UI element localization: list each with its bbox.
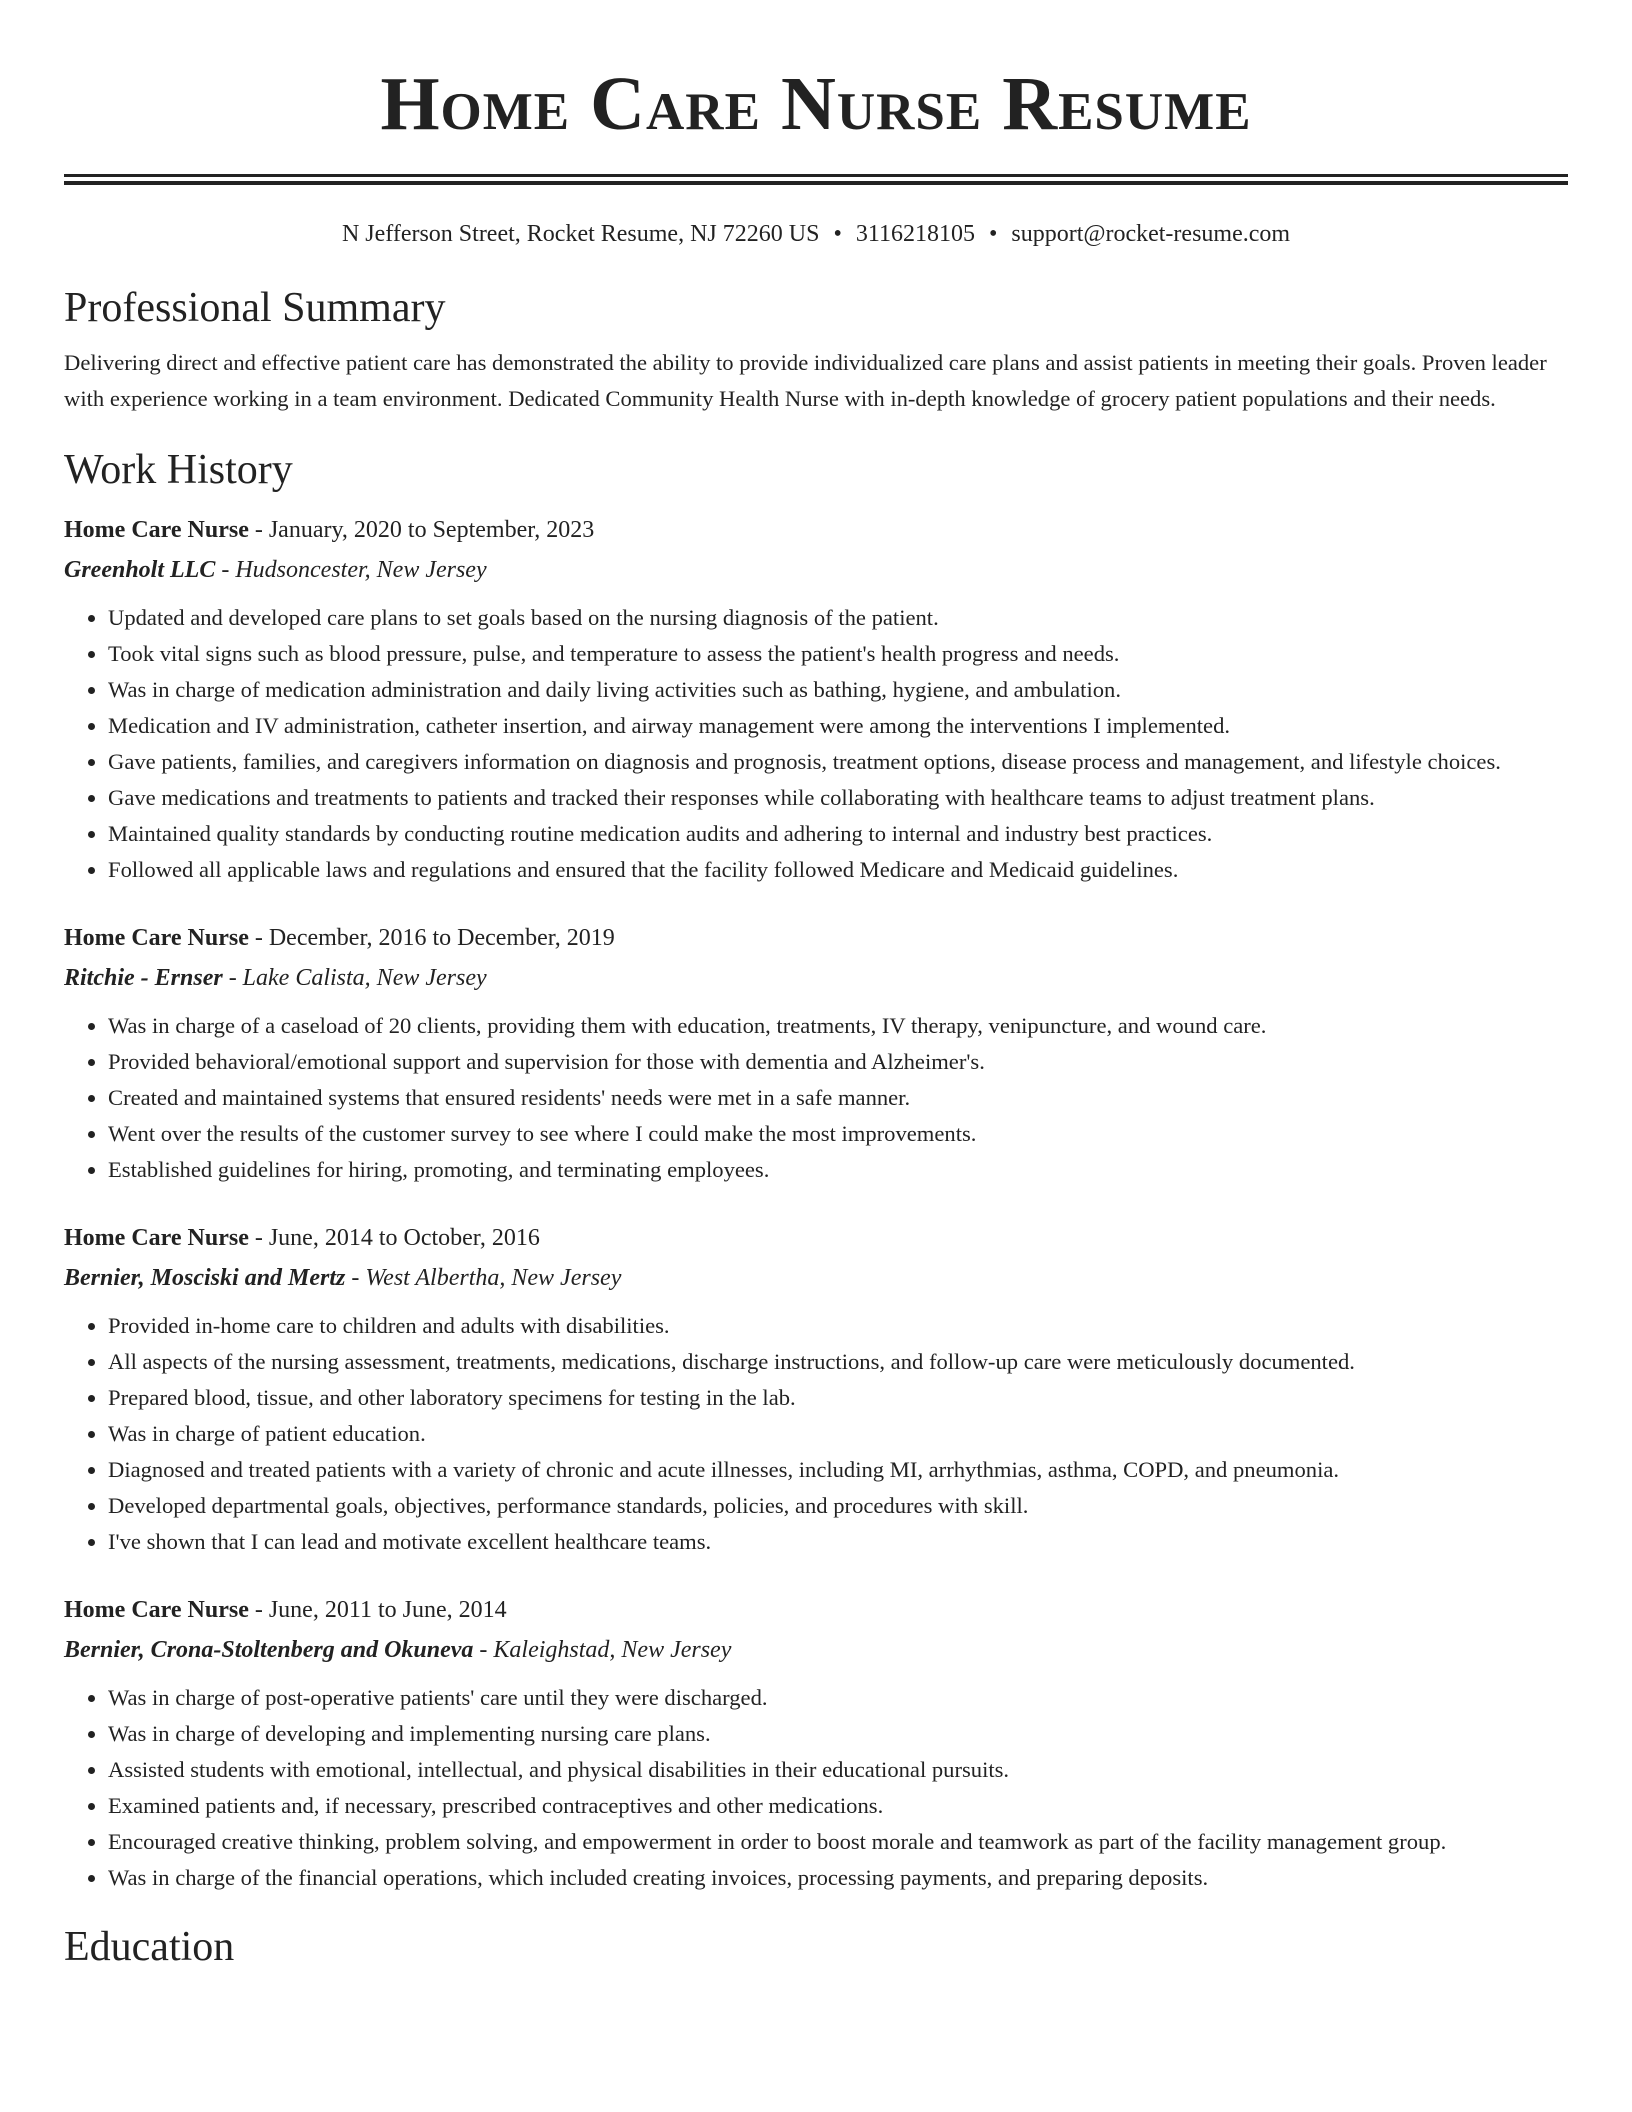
job-title-line — [64, 1218, 1568, 1258]
job-company: Ritchie - Ernser — [64, 964, 223, 991]
job-company: Greenholt LLC — [64, 556, 216, 583]
job-location: - West Albertha, New Jersey — [345, 1264, 622, 1291]
job-company: Bernier, Mosciski and Mertz — [64, 1264, 346, 1291]
summary-text: Delivering direct and effective patient care has demonstrated the ability to provide individualized care plans and assist patients in meeting their goals. Proven leader with experience working in a team environment. Dedicated Community Health Nurse with in-depth knowledge of grocery patient populations and their needs. — [64, 350, 1547, 412]
list-item: • Established guidelines for hiring, promoting, and terminating employees. — [108, 1152, 1568, 1188]
list-item: • Assisted students with emotional, intellectual, and physical disabilities in their educational pursuits. — [108, 1752, 1568, 1788]
job-entry — [64, 1590, 1568, 1896]
list-item: • Encouraged creative thinking, problem solving, and empowerment in order to boost morale and teamwork as part of the facility management group. — [108, 1824, 1568, 1860]
job-company-line — [64, 1630, 1568, 1670]
job-dates: - January, 2020 to September, 2023 — [248, 516, 595, 543]
job-company-line — [64, 550, 1568, 590]
list-item: • Diagnosed and treated patients with a variety of chronic and acute illnesses, including MI, arrhythmias, asthma, COPD, and pneumonia. — [108, 1452, 1568, 1488]
list-item: • All aspects of the nursing assessment, treatments, medications, discharge instructions, and follow-up care were meticulously documented. — [108, 1344, 1568, 1380]
job-role: Home Care Nurse — [64, 924, 249, 951]
list-item: • Updated and developed care plans to set goals based on the nursing diagnosis of the patient. — [108, 600, 1568, 636]
job-dates: - June, 2011 to June, 2014 — [248, 1596, 507, 1623]
list-item: • Prepared blood, tissue, and other laboratory specimens for testing in the lab. — [108, 1380, 1568, 1416]
resume-page — [64, 0, 1568, 1972]
list-item: • Followed all applicable laws and regulations and ensured that the facility followed Medicare and Medicaid guidelines. — [108, 852, 1568, 888]
job-entry — [64, 1218, 1568, 1560]
list-item: • Was in charge of medication administration and daily living activities such as bathing, hygiene, and ambulation. — [108, 672, 1568, 708]
job-company-line — [64, 1258, 1568, 1298]
job-bullets — [64, 1008, 1568, 1188]
list-item: • Took vital signs such as blood pressure, pulse, and temperature to assess the patient's health progress and needs. — [108, 636, 1568, 672]
job-company: Bernier, Crona-Stoltenberg and Okuneva — [64, 1636, 474, 1663]
job-title-line — [64, 918, 1568, 958]
work-history-heading: Work History — [64, 447, 293, 494]
job-bullets — [64, 600, 1568, 888]
list-item: • I've shown that I can lead and motivate excellent healthcare teams. — [108, 1524, 1568, 1560]
list-item: • Was in charge of the financial operations, which included creating invoices, processing payments, and preparing deposits. — [108, 1860, 1568, 1896]
job-dates: - June, 2014 to October, 2016 — [248, 1224, 540, 1251]
list-item: • Was in charge of patient education. — [108, 1416, 1568, 1452]
list-item: • Provided behavioral/emotional support and supervision for those with dementia and Alzheimer's. — [108, 1044, 1568, 1080]
job-role: Home Care Nurse — [64, 516, 249, 543]
list-item: • Maintained quality standards by conducting routine medication audits and adhering to internal and industry best practices. — [108, 816, 1568, 852]
job-bullets — [64, 1308, 1568, 1560]
list-item: • Went over the results of the customer survey to see where I could make the most improvements. — [108, 1116, 1568, 1152]
job-bullets — [64, 1680, 1568, 1896]
contact-address: N Jefferson Street, Rocket Resume, NJ 72260 US — [341, 221, 820, 247]
list-item: • Examined patients and, if necessary, prescribed contraceptives and other medications. — [108, 1788, 1568, 1824]
list-item: • Developed departmental goals, objectives, performance standards, policies, and procedures with skill. — [108, 1488, 1568, 1524]
contact-phone: 3116218105 — [855, 221, 975, 247]
list-item: • Provided in-home care to children and adults with disabilities. — [108, 1308, 1568, 1344]
job-company-line — [64, 958, 1568, 998]
job-title-line — [64, 510, 1568, 550]
list-item: • Was in charge of developing and implementing nursing care plans. — [108, 1716, 1568, 1752]
list-item: • Gave medications and treatments to patients and tracked their responses while collaborating with healthcare teams to adjust treatment plans. — [108, 780, 1568, 816]
list-item: • Medication and IV administration, catheter insertion, and airway management were among the interventions I implemented. — [108, 708, 1568, 744]
summary-heading: Professional Summary — [64, 284, 446, 331]
job-role: Home Care Nurse — [64, 1224, 249, 1251]
list-item: • Gave patients, families, and caregivers information on diagnosis and prognosis, treatment options, disease process and management, and lifestyle choices. — [108, 744, 1568, 780]
education-heading: Education — [64, 1923, 235, 1970]
job-entry — [64, 510, 1568, 888]
work-history-list — [64, 510, 1568, 1896]
job-location: - Kaleighstad, New Jersey — [473, 1636, 732, 1663]
title-double-rule — [64, 174, 1568, 185]
contact-separator: • — [988, 221, 998, 247]
job-location: - Hudsoncester, New Jersey — [215, 556, 487, 583]
contact-separator: • — [833, 221, 842, 247]
list-item: • Was in charge of post-operative patients' care until they were discharged. — [108, 1680, 1568, 1716]
job-location: - Lake Calista, New Jersey — [222, 964, 487, 991]
contact-email: support@rocket-resume.com — [1011, 221, 1291, 247]
job-title-line — [64, 1590, 1568, 1630]
list-item: • Was in charge of a caseload of 20 clients, providing them with education, treatments, IV therapy, venipuncture, and wound care. — [108, 1008, 1568, 1044]
job-entry — [64, 918, 1568, 1188]
job-dates: - December, 2016 to December, 2019 — [248, 924, 615, 951]
job-role: Home Care Nurse — [64, 1596, 249, 1623]
contact-line — [64, 220, 1568, 249]
list-item: • Created and maintained systems that ensured residents' needs were met in a safe manner. — [108, 1080, 1568, 1116]
page-title: Home Care Nurse Resume — [380, 62, 1252, 146]
